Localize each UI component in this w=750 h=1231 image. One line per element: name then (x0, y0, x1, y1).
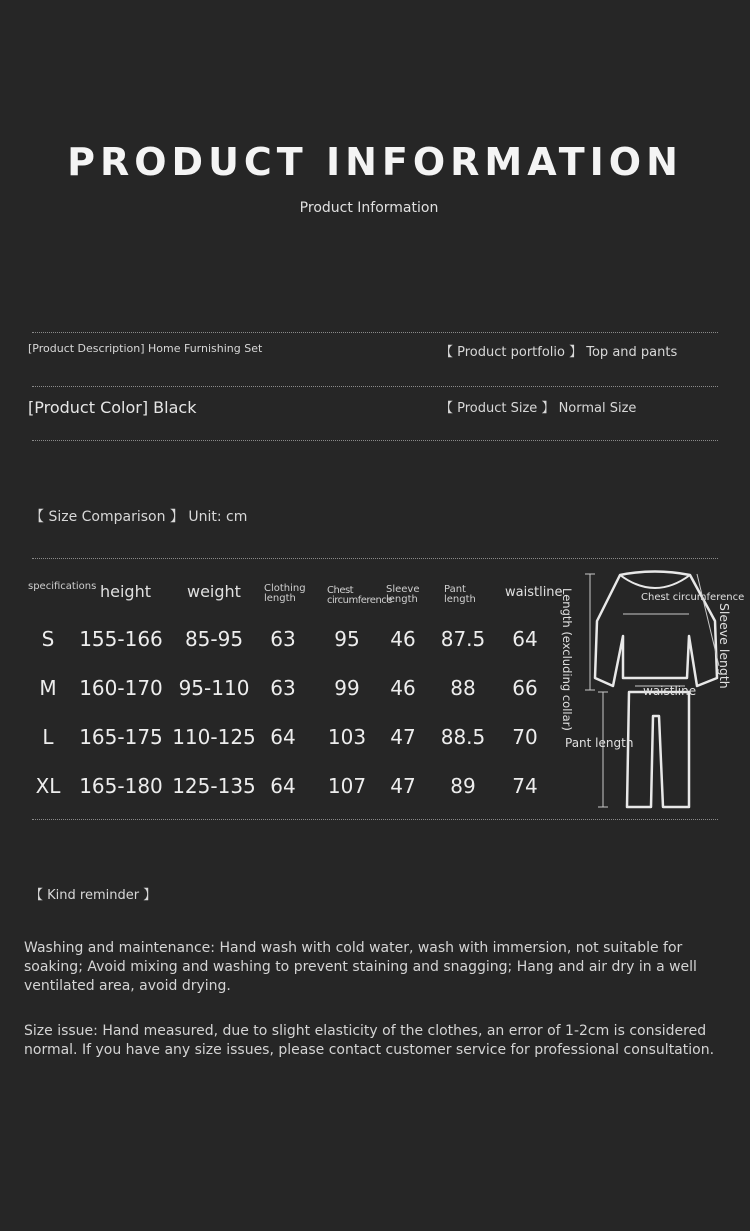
cell-waistline: 70 (512, 725, 538, 749)
divider (32, 558, 718, 559)
cell-pant-length: 88.5 (440, 725, 486, 749)
cell-height: 155-166 (79, 627, 163, 651)
cell-chest: 99 (334, 676, 360, 700)
cell-chest: 103 (327, 725, 367, 749)
product-description: [Product Description] Home Furnishing Set (28, 342, 263, 355)
divider (32, 332, 718, 333)
chest-label: Chest circumference (641, 592, 745, 603)
divider (32, 440, 718, 441)
cell-pant-length: 89 (450, 774, 476, 798)
cell-pant-length: 88 (450, 676, 476, 700)
cell-sleeve-length: 47 (390, 725, 416, 749)
cell-weight: 85-95 (184, 627, 244, 651)
col-waistline: waistline (505, 585, 563, 600)
cell-chest: 107 (327, 774, 367, 798)
cell-clothing-length: 63 (270, 627, 296, 651)
pants-outline-icon (627, 692, 689, 807)
page-subtitle: Product Information (299, 200, 439, 216)
cell-waistline: 66 (512, 676, 538, 700)
cell-waistline: 64 (512, 627, 538, 651)
product-size: 【 Product Size 】 Normal Size (440, 401, 637, 416)
cell-size: M (39, 676, 57, 700)
cell-sleeve-length: 46 (390, 627, 416, 651)
cell-sleeve-length: 46 (390, 676, 416, 700)
cell-clothing-length: 64 (270, 774, 296, 798)
col-pant-length: Pant length (444, 584, 476, 605)
cell-clothing-length: 63 (270, 676, 296, 700)
cell-height: 160-170 (79, 676, 163, 700)
pant-length-label: Pant length (565, 736, 634, 750)
col-weight: weight (187, 582, 241, 601)
product-portfolio: 【 Product portfolio 】 Top and pants (440, 345, 678, 360)
cell-chest: 95 (334, 627, 360, 651)
waistline-label: waistline (643, 684, 697, 698)
length-label: Length (excluding collar) (560, 588, 574, 731)
kind-reminder-title: 【 Kind reminder 】 (30, 888, 157, 903)
col-height: height (100, 582, 151, 601)
cell-size: L (42, 725, 54, 749)
cell-clothing-length: 64 (270, 725, 296, 749)
cell-weight: 110-125 (172, 725, 256, 749)
col-chest-circumference: Chest circumference (327, 585, 392, 606)
cell-size: XL (35, 774, 61, 798)
size-issue-note: Size issue: Hand measured, due to slight elasticity of the clothes, an error of 1-2cm is considered normal. If you have any size issues, please contact customer service for professional consultation. (24, 1023, 715, 1058)
size-comparison-title: 【 Size Comparison 】 Unit: cm (30, 509, 248, 525)
cell-weight: 125-135 (172, 774, 256, 798)
cell-pant-length: 87.5 (440, 627, 486, 651)
divider (32, 386, 718, 387)
cell-waistline: 74 (512, 774, 538, 798)
page-title: PRODUCT INFORMATION (67, 140, 683, 184)
cell-size: S (41, 627, 55, 651)
product-color: [Product Color] Black (28, 398, 197, 417)
cell-height: 165-175 (79, 725, 163, 749)
col-clothing-length: Clothing length (264, 583, 306, 604)
cell-weight: 95-110 (178, 676, 250, 700)
washing-instructions: Washing and maintenance: Hand wash with cold water, wash with immersion, not suitable for soaking; Avoid mixing and washing to prevent staining and snagging; Hang and air dry in a well ventilated area, avoid drying. (24, 940, 697, 994)
sleeve-label: Sleeve length (717, 603, 732, 689)
col-specifications: specifications (28, 581, 97, 592)
cell-height: 165-180 (79, 774, 163, 798)
col-sleeve-length: Sleeve length (386, 584, 420, 605)
cell-sleeve-length: 47 (390, 774, 416, 798)
divider (32, 819, 718, 820)
